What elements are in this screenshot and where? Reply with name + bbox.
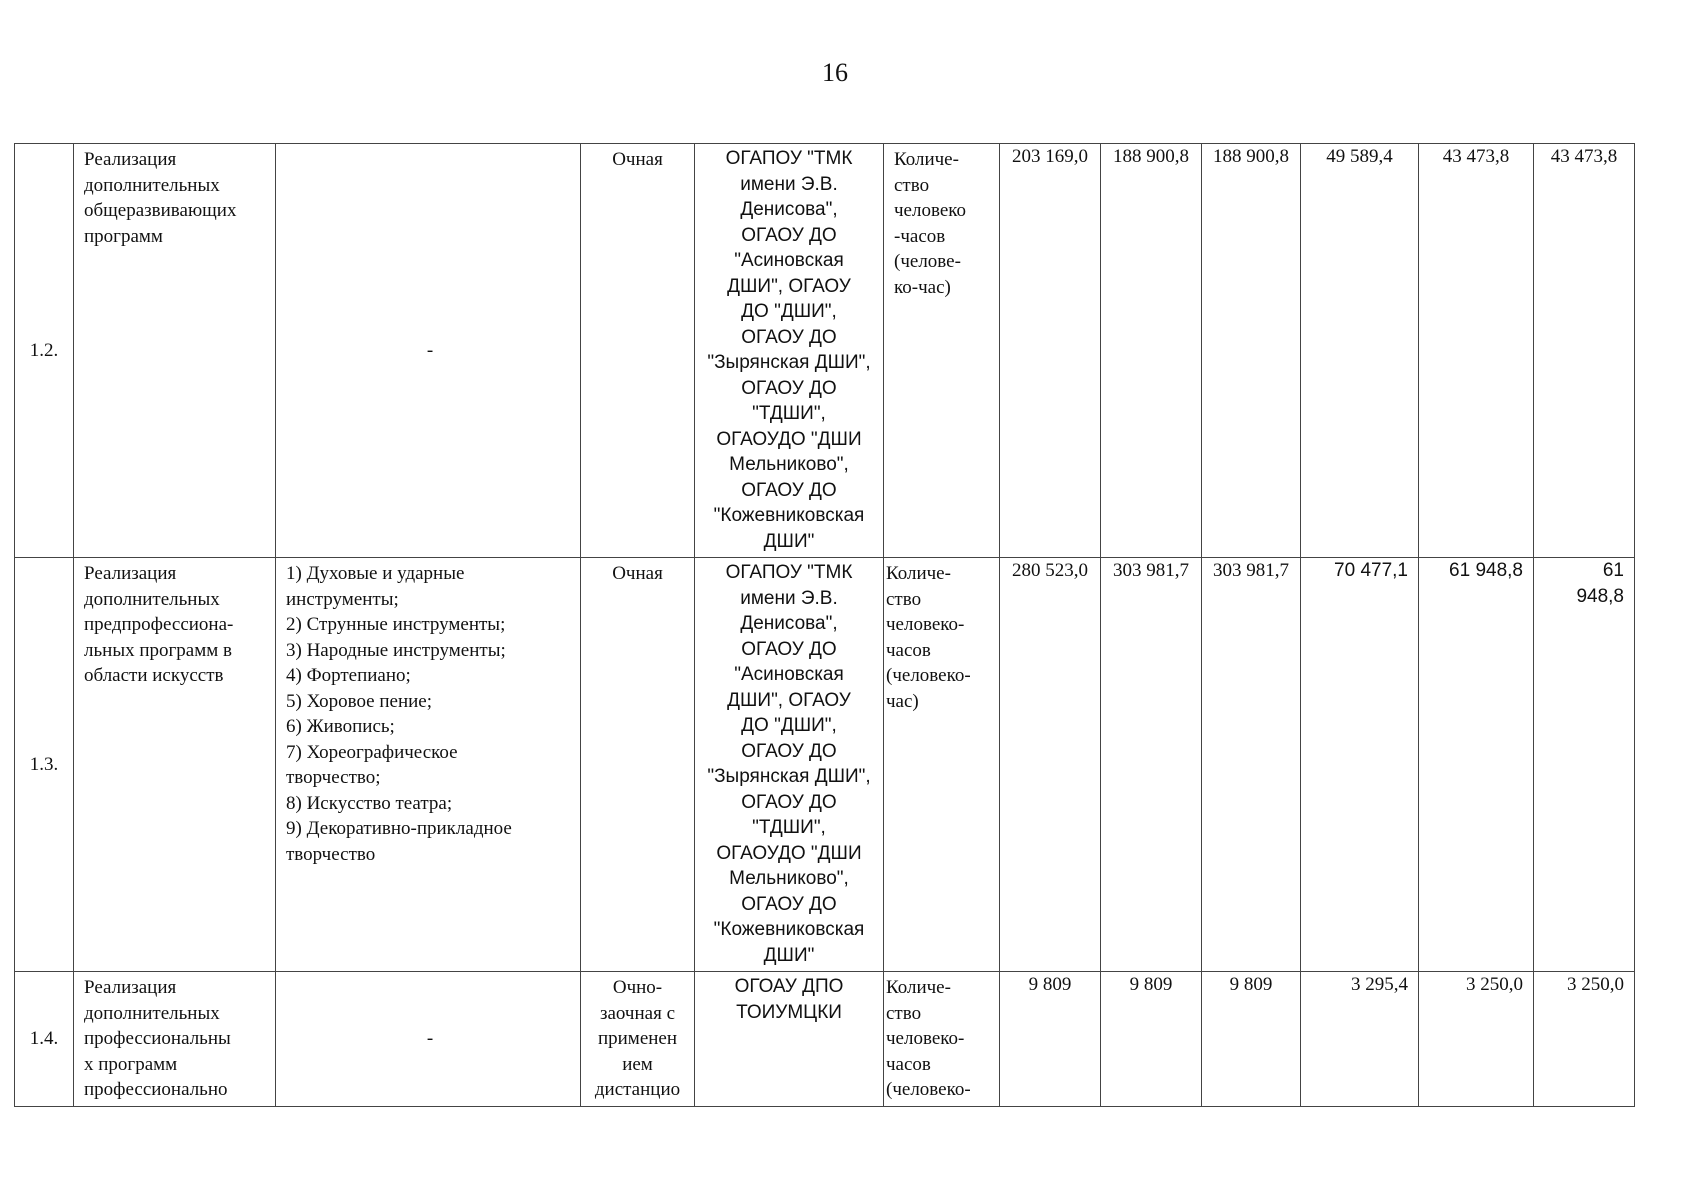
value-cell: 9 809 — [1000, 972, 1101, 1107]
unit-of-measure: Количе- ство человеко- часов (человеко- — [884, 972, 1000, 1107]
value-cell: 3 250,0 — [1534, 972, 1635, 1107]
value-cell: 188 900,8 — [1202, 144, 1301, 558]
organizations: ОГАПОУ "ТМК имени Э.В. Денисова", ОГАОУ ДО "Асиновская ДШИ", ОГАОУ ДО "ДШИ", ОГАОУ ДО "Зырянская ДШИ", ОГАОУ ДО "ТДШИ", ОГАОУДО "ДШИ Мельниково", ОГАОУ ДО "Кожевниковская ДШИ" — [695, 144, 884, 558]
page-number: 16 — [822, 58, 848, 87]
study-form: Очно- заочная с применен ием дистанцио — [581, 972, 695, 1107]
value-cell: 3 250,0 — [1419, 972, 1534, 1107]
value-cell: 43 473,8 — [1419, 144, 1534, 558]
value-cell: 61 948,8 — [1534, 558, 1635, 972]
organizations: ОГАПОУ "ТМК имени Э.В. Денисова", ОГАОУ ДО "Асиновская ДШИ", ОГАОУ ДО "ДШИ", ОГАОУ ДО "Зырянская ДШИ", ОГАОУ ДО "ТДШИ", ОГАОУДО "ДШИ Мельниково", ОГАОУ ДО "Кожевниковская ДШИ" — [695, 558, 884, 972]
value-cell: 303 981,7 — [1101, 558, 1202, 972]
unit-of-measure: Количе- ство человеко- часов (человеко- час) — [884, 558, 1000, 972]
value-cell: 280 523,0 — [1000, 558, 1101, 972]
value-cell: 70 477,1 — [1301, 558, 1419, 972]
value-cell: 203 169,0 — [1000, 144, 1101, 558]
budget-table — [14, 143, 1635, 1107]
study-form: Очная — [581, 558, 695, 972]
value-cell: 61 948,8 — [1419, 558, 1534, 972]
row-number: 1.3. — [15, 558, 74, 972]
program-list: 1) Духовые и ударные инструменты; 2) Струнные инструменты; 3) Народные инструменты; 4) Фортепиано; 5) Хоровое пение; 6) Живопись; 7) Хореографическое творчество; 8) Искусство театра; 9) Декоративно-прикладное творчество — [276, 558, 581, 972]
unit-of-measure: Количе- ство человеко -часов (челове- ко-час) — [884, 144, 1000, 558]
program-list: - — [276, 972, 581, 1107]
program-list: - — [276, 144, 581, 558]
value-cell: 49 589,4 — [1301, 144, 1419, 558]
row-number: 1.2. — [15, 144, 74, 558]
table-row — [15, 558, 1635, 972]
value-cell: 9 809 — [1101, 972, 1202, 1107]
value-cell: 188 900,8 — [1101, 144, 1202, 558]
table-row — [15, 144, 1635, 558]
organizations: ОГОАУ ДПО ТОИУМЦКИ — [695, 972, 884, 1107]
value-cell: 43 473,8 — [1534, 144, 1635, 558]
study-form: Очная — [581, 144, 695, 558]
activity-name: Реализация дополнительных профессиональны х программ профессионально — [74, 972, 276, 1107]
activity-name: Реализация дополнительных общеразвивающих программ — [74, 144, 276, 558]
value-cell: 9 809 — [1202, 972, 1301, 1107]
value-cell: 303 981,7 — [1202, 558, 1301, 972]
value-cell: 3 295,4 — [1301, 972, 1419, 1107]
activity-name: Реализация дополнительных предпрофессиона- льных программ в области искусств — [74, 558, 276, 972]
row-number: 1.4. — [15, 972, 74, 1107]
table-row — [15, 972, 1635, 1107]
